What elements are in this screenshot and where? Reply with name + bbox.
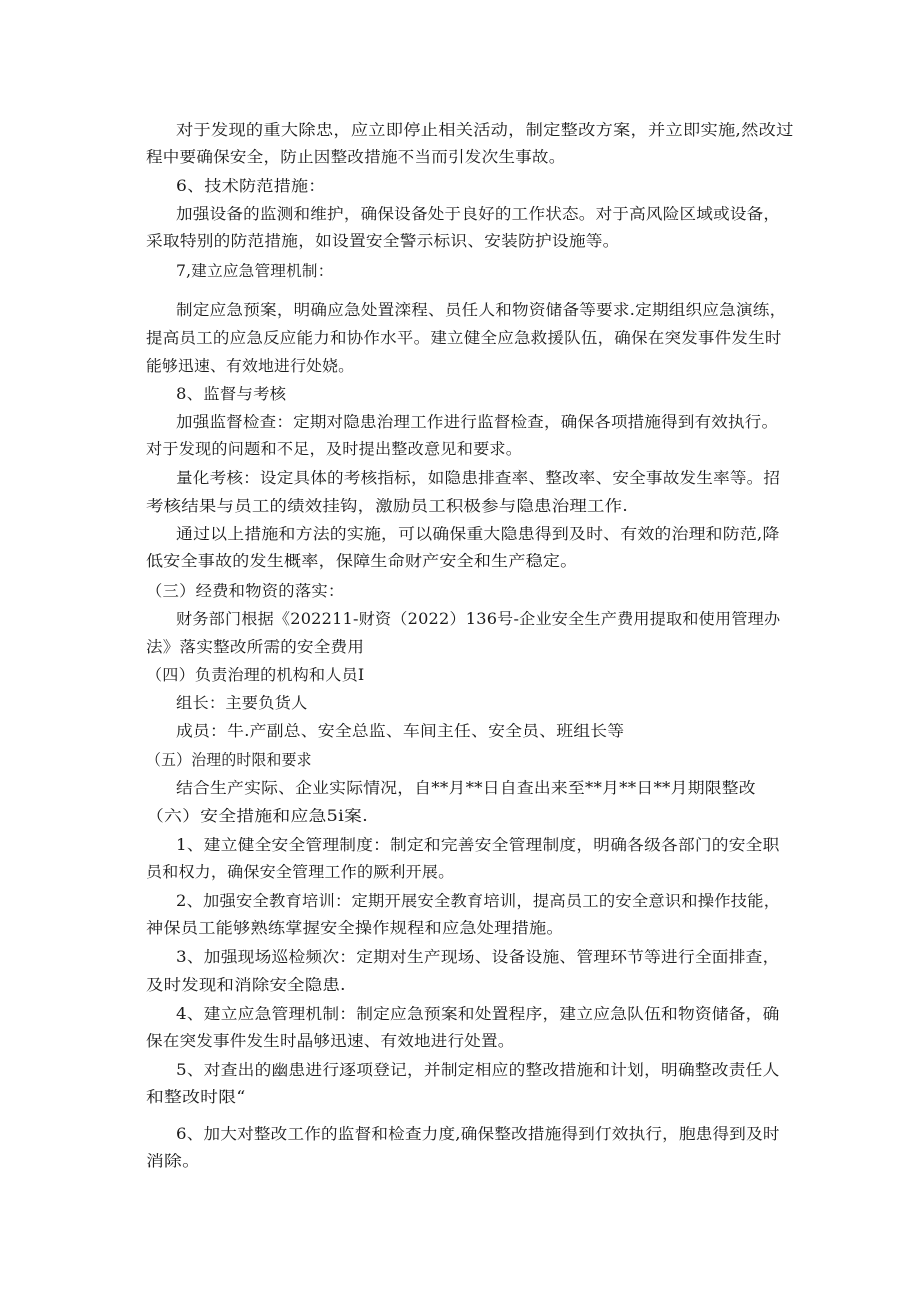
text-line: 成员：牛.产副总、安全总监、车间主任、安全员、班组长等 <box>176 722 625 740</box>
text-line: 通过以上措施和方法的实施，可以确保重大隐患得到及时、有效的治理和防范,降 <box>176 525 780 543</box>
text-line: 对于发现的问题和不足，及时提出整改意见和要求。 <box>146 440 523 458</box>
text-line: 及时发现和消除安全隐患. <box>146 976 346 994</box>
text-line: 3、加强现场巡检频次：定期对生产现场、设备设施、管理环节等进行全面排查， <box>176 948 780 966</box>
text-line: 2、加强安全教育培训：定期开展安全教育培训，提高员工的安全意识和操作技能， <box>176 892 781 910</box>
text-line: 法》落实整改所需的安全费用 <box>146 638 365 656</box>
text-line: 对于发现的重大除忠，应立即停止相关活动，制定整改方案，并立即实施,然改过 <box>176 121 794 139</box>
text-line: 加强监督检查：定期对隐患治理工作进行监督检查，确保各项措施得到有效执行。 <box>176 413 779 431</box>
text-line: 提高员工的应急反应能力和协作水平。建立健全应急救援队伍，确保在突发事件发生时 <box>146 329 782 347</box>
text-line: （三）经费和物资的落实： <box>146 582 345 600</box>
text-line: （四）负责治理的机构和人员I <box>146 666 365 684</box>
text-line: 和整改时限“ <box>146 1088 246 1106</box>
text-line: 财务部门根据《202211-财资（2022）136号-企业安全生产费用提取和使用管理办 <box>176 610 781 628</box>
text-line: 员和权力，确保安全管理工作的厥利开展。 <box>146 863 455 881</box>
text-line: 7,建立应急管理机制： <box>176 262 334 280</box>
text-line: 加强设备的监测和维护，确保设备处于良好的工作状态。对于高风险区域或设备， <box>176 205 781 223</box>
text-line: 5、对查出的幽患进行逐项登记，并制定相应的整改措施和计划，明确整改责任人 <box>176 1061 780 1079</box>
text-line: 考核结果与员工的绩效挂钩，激励员工积极参与隐患治理工作. <box>146 497 629 515</box>
text-line: 6、技术防范措施： <box>176 177 326 195</box>
text-line: 6、加大对整改工作的监督和检查力度,确保整改措施得到仃效执行，胞患得到及时 <box>176 1125 780 1143</box>
text-line: 程中要确保安全，防止因整改措施不当而引发次生事故。 <box>146 148 566 166</box>
text-line: 神保员工能够熟练掌握安全操作规程和应急处理措施。 <box>146 919 564 937</box>
text-line: 采取特别的防范措施，如设置安全警示标识、安装防护设施等。 <box>146 232 620 250</box>
text-line: 8、监督与考核 <box>176 385 287 403</box>
text-line: 1、建立健全安全管理制度：制定和完善安全管理制度，明确各级各部门的安全职 <box>176 836 780 854</box>
text-line: （六）安全措施和应急5i案. <box>146 807 369 825</box>
text-line: 制定应急预案，明确应急处置滦程、员任人和物资储备等要求.定期组织应急演练， <box>176 301 787 319</box>
text-line: 保在突发事件发生时晶够迅速、有效地进行处置。 <box>146 1032 515 1050</box>
text-line: 消除。 <box>146 1152 201 1170</box>
text-line: 组长：主要负货人 <box>176 694 308 712</box>
text-line: 量化考核：设定具体的考核指标，如隐患排查率、整改率、安全事故发生率等。招 <box>176 469 781 487</box>
text-line: （五）治理的时限和要求 <box>146 751 312 769</box>
text-line: 结合生产实际、企业实际情况，自**月**日自查出来至**月**日**月期限整改 <box>176 779 756 797</box>
text-line: 4、建立应急管理机制：制定应急预案和处置程序，建立应急队伍和物资储备，确 <box>176 1005 780 1023</box>
text-line: 能够迅速、有效地进行处娆。 <box>146 357 355 375</box>
text-line: 低安全事故的发生概率，保障生命财产安全和生产稳定。 <box>146 552 578 570</box>
